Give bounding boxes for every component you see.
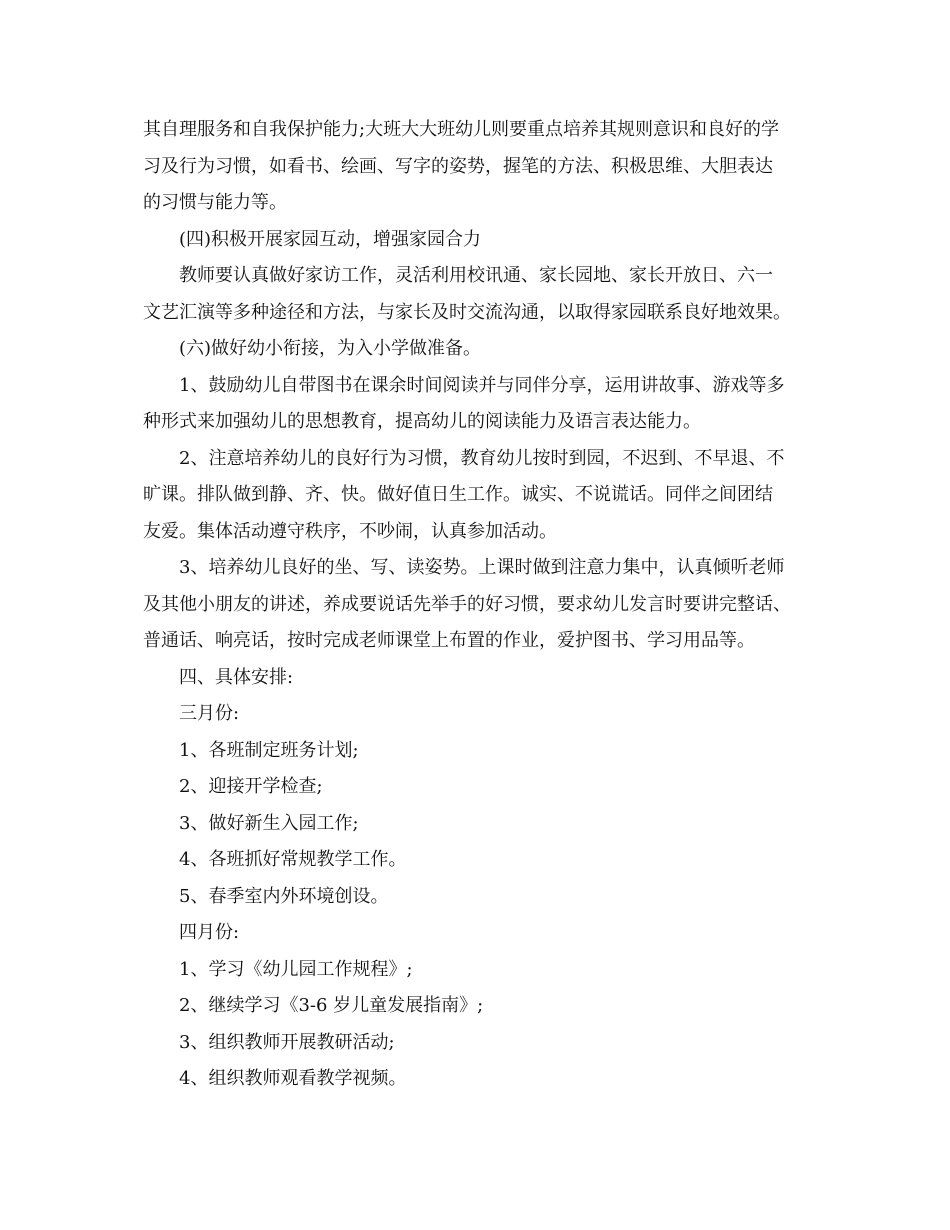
text-line: 5、春季室内外环境创设。: [179, 885, 389, 907]
list-item: [143, 1025, 807, 1062]
text-line: 2、继续学习《3-6 岁儿童发展指南》;: [179, 995, 484, 1016]
document-body: [143, 112, 807, 1098]
section-heading: [143, 331, 807, 368]
list-item: [143, 879, 807, 916]
text-line: 2、迎接开学检查;: [179, 776, 323, 797]
text-line: 1、鼓励幼儿自带图书在课余时间阅读并与同伴分享，运用讲故事、游戏等多: [179, 374, 785, 396]
list-item: [143, 988, 807, 1025]
month-heading: [143, 696, 807, 733]
text-line: 旷课。排队做到静、齐、快。做好值日生工作。诚实、不说谎话。同伴之间团结: [143, 484, 773, 505]
text-line: 种形式来加强幼儿的思想教育，提高幼儿的阅读能力及语言表达能力。: [143, 411, 701, 432]
list-item: [143, 952, 807, 989]
paragraph: [143, 258, 807, 331]
section-heading: [143, 660, 807, 697]
list-paragraph: [143, 441, 807, 551]
text-line: 其自理服务和自我保护能力;大班大大班幼儿则要重点培养其规则意识和良好的学: [143, 119, 780, 140]
list-paragraph: [143, 550, 807, 660]
list-item: [143, 733, 807, 770]
text-line: 三月份:: [179, 703, 240, 724]
text-line: 四月份:: [179, 922, 240, 943]
text-line: 1、各班制定班务计划;: [179, 739, 359, 761]
text-line: 3、组织教师开展教研活动;: [179, 1031, 395, 1053]
list-item: [143, 842, 807, 879]
list-paragraph: [143, 368, 807, 441]
paragraph: [143, 112, 807, 222]
text-line: 友爱。集体活动遵守秩序，不吵闹，认真参加活动。: [143, 520, 557, 542]
text-line: 的习惯与能力等。: [143, 192, 287, 213]
text-line: 2、注意培养幼儿的良好行为习惯，教育幼儿按时到园，不迟到、不早退、不: [179, 447, 785, 469]
text-line: 1、学习《幼儿园工作规程》;: [179, 958, 413, 980]
text-line: 文艺汇演等多种途径和方法，与家长及时交流沟通，以取得家园联系良好地效果。: [143, 301, 791, 323]
list-item: [143, 806, 807, 843]
text-line: 及其他小朋友的讲述，养成要说话先举手的好习惯，要求幼儿发言时要讲完整话、: [143, 593, 791, 615]
text-line: (六)做好幼小衔接，为入小学做准备。: [179, 338, 482, 359]
text-line: 普通话、响亮话，按时完成老师课堂上布置的作业，爱护图书、学习用品等。: [143, 630, 755, 651]
text-line: 教师要认真做好家访工作，灵活利用校讯通、家长园地、家长开放日、六一: [179, 265, 773, 286]
list-item: [143, 1061, 807, 1098]
section-heading: [143, 222, 807, 259]
text-line: 习及行为习惯，如看书、绘画、写字的姿势，握笔的方法、积极思维、大胆表达: [143, 155, 773, 177]
month-heading: [143, 915, 807, 952]
text-line: (四)积极开展家园互动，增强家园合力: [179, 228, 482, 250]
text-line: 3、做好新生入园工作;: [179, 812, 359, 834]
text-line: 四、具体安排:: [179, 666, 294, 688]
text-line: 4、各班抓好常规教学工作。: [179, 849, 407, 870]
text-line: 4、组织教师观看教学视频。: [179, 1068, 407, 1089]
text-line: 3、培养幼儿良好的坐、写、读姿势。上课时做到注意力集中，认真倾听老师: [179, 557, 785, 578]
list-item: [143, 769, 807, 806]
